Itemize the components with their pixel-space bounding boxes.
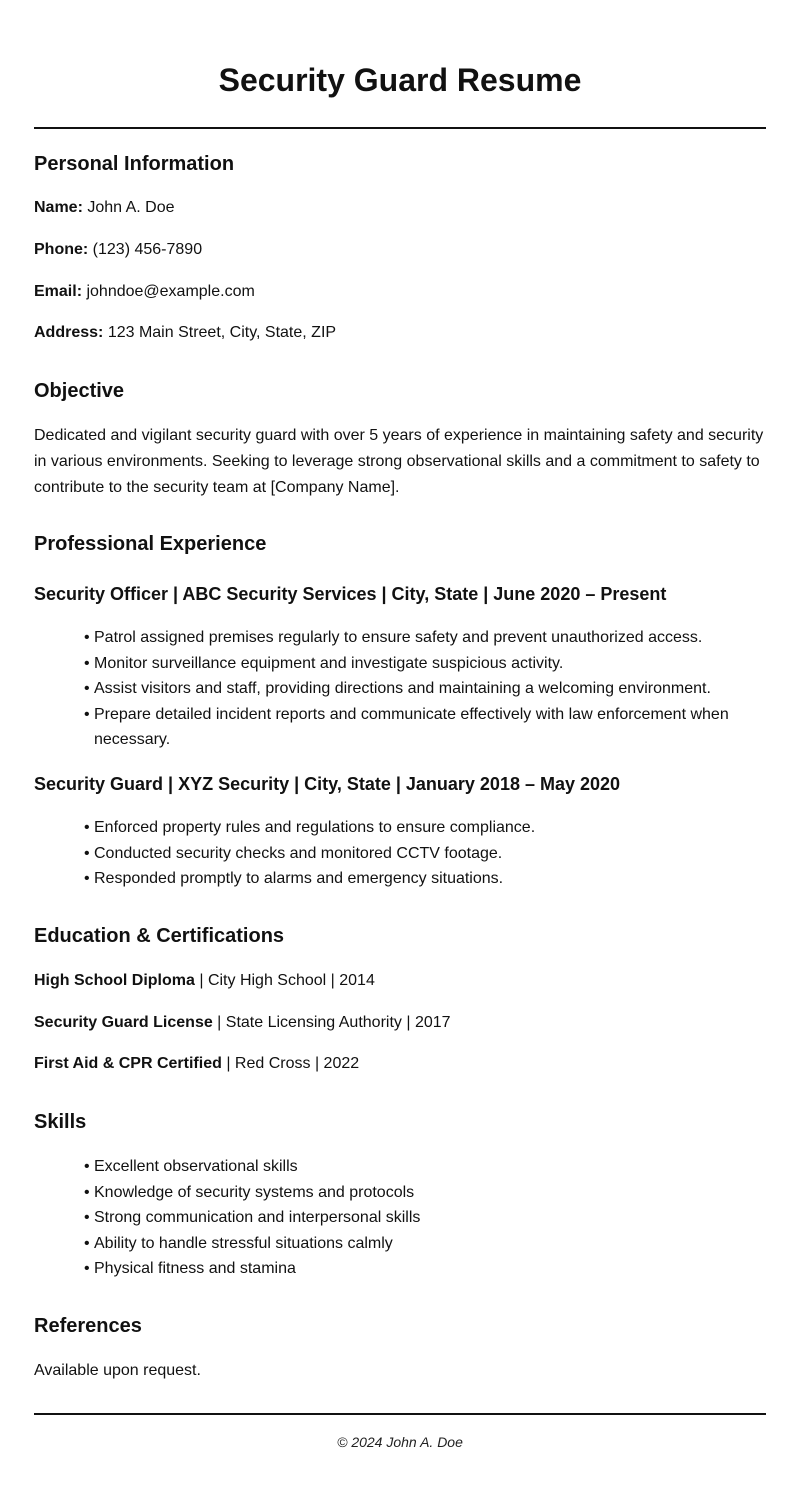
list-item: • Strong communication and interpersonal skills <box>84 1205 744 1231</box>
credential-name: First Aid & CPR Certified <box>34 1055 222 1072</box>
education-item <box>34 1012 451 1034</box>
footer-divider <box>34 1413 766 1415</box>
phone-line <box>34 239 202 261</box>
address-value: 123 Main Street, City, State, ZIP <box>107 324 337 341</box>
credential-name: High School Diploma <box>34 972 195 989</box>
phone-label: Phone: <box>34 241 89 258</box>
skills-heading: Skills <box>34 1111 87 1133</box>
list-item: • Assist visitors and staff, providing directions and maintaining a welcoming environment. <box>84 676 744 702</box>
list-item: • Knowledge of security systems and protocols <box>84 1180 744 1206</box>
list-item: • Patrol assigned premises regularly to ensure safety and prevent unauthorized access. <box>84 625 744 651</box>
list-item: • Enforced property rules and regulations to ensure compliance. <box>84 815 744 841</box>
name-value: John A. Doe <box>87 199 175 216</box>
list-item: • Ability to handle stressful situations calmly <box>84 1231 744 1257</box>
education-item <box>34 970 375 992</box>
address-line <box>34 322 336 344</box>
credential-detail: | State Licensing Authority | 2017 <box>212 1014 451 1031</box>
name-label: Name: <box>34 199 83 216</box>
job-title: Security Guard | XYZ Security | City, State | January 2018 – May 2020 <box>34 774 621 794</box>
personal-info-heading: Personal Information <box>34 153 235 175</box>
skills-list <box>84 1154 744 1282</box>
objective-text: Dedicated and vigilant security guard with over 5 years of experience in maintaining safety and security in various environments. Seeking to leverage strong observational skills and a commitment to safety to contribute to the security team at [Company Name]. <box>34 427 764 496</box>
job-duties-list <box>84 625 744 753</box>
references-heading: References <box>34 1315 142 1337</box>
experience-heading: Professional Experience <box>34 533 267 555</box>
job-title: Security Officer | ABC Security Services | City, State | June 2020 – Present <box>34 584 667 604</box>
references-text: Available upon request. <box>34 1362 201 1379</box>
list-item: • Monitor surveillance equipment and investigate suspicious activity. <box>84 651 744 677</box>
email-line <box>34 281 255 303</box>
job-duties-list <box>84 815 744 892</box>
name-line <box>34 197 175 219</box>
header-divider <box>34 127 766 129</box>
footer-copyright: © 2024 John A. Doe <box>337 1434 463 1450</box>
credential-detail: | City High School | 2014 <box>194 972 375 989</box>
list-item: • Excellent observational skills <box>84 1154 744 1180</box>
email-label: Email: <box>34 283 83 300</box>
credential-name: Security Guard License <box>34 1014 213 1031</box>
credential-detail: | Red Cross | 2022 <box>221 1055 360 1072</box>
list-item: • Prepare detailed incident reports and communicate effectively with law enforcement when necessary. <box>84 702 744 753</box>
list-item: • Physical fitness and stamina <box>84 1256 744 1282</box>
address-label: Address: <box>34 324 104 341</box>
objective-heading: Objective <box>34 380 125 402</box>
email-value: johndoe@example.com <box>86 283 255 300</box>
page-title: Security Guard Resume <box>218 62 582 98</box>
list-item: • Conducted security checks and monitored CCTV footage. <box>84 841 744 867</box>
education-item <box>34 1053 359 1075</box>
education-heading: Education & Certifications <box>34 925 285 947</box>
phone-value: (123) 456-7890 <box>92 241 203 258</box>
list-item: • Responded promptly to alarms and emergency situations. <box>84 866 744 892</box>
